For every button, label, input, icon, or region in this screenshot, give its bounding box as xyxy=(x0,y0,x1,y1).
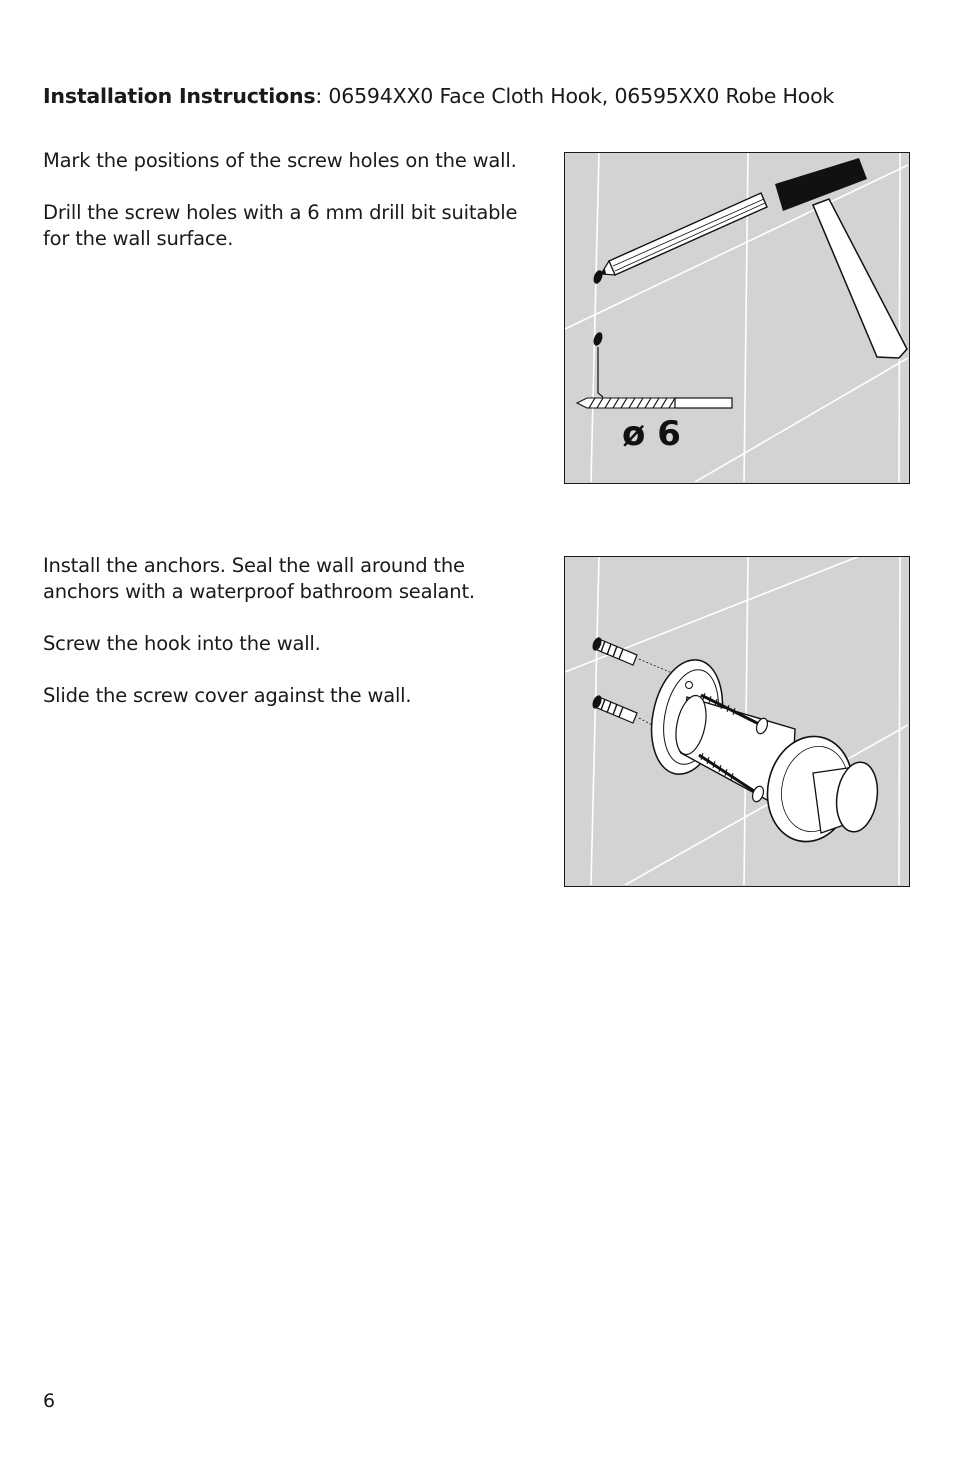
mark-drill-illustration xyxy=(564,152,910,484)
step2-cover-instruction: Slide the screw cover against the wall. xyxy=(43,684,412,707)
header-products: 06594XX0 Face Cloth Hook, 06595XX0 Robe Hook xyxy=(328,84,835,108)
drill-bit-icon xyxy=(577,398,732,408)
pencil-icon xyxy=(601,193,767,275)
drill-diameter-label: ø 6 xyxy=(622,414,681,454)
step2-screw-instruction: Screw the hook into the wall. xyxy=(43,632,321,655)
step2-anchor-line1: Install the anchors. Seal the wall around the xyxy=(43,554,465,577)
drill-leader-line xyxy=(598,347,603,397)
wall-anchor-upper-icon xyxy=(591,636,637,665)
hook-mounting-illustration xyxy=(564,556,910,887)
header-title: Installation Instructions xyxy=(43,84,316,108)
step1-drill-line1: Drill the screw holes with a 6 mm drill bit suitable xyxy=(43,201,518,224)
step1-mark-instruction: Mark the positions of the screw holes on the wall. xyxy=(43,149,517,172)
page-number: 6 xyxy=(43,1390,56,1412)
tile-grout-lines xyxy=(565,153,908,482)
header-separator: : xyxy=(315,84,329,108)
hammer-icon xyxy=(775,158,907,358)
step1-drill-line2: for the wall surface. xyxy=(43,227,234,250)
page-header xyxy=(43,84,834,108)
step2-anchor-line2: anchors with a waterproof bathroom sealant. xyxy=(43,580,475,603)
step1-drill-instruction xyxy=(43,200,523,252)
wall-anchor-lower-icon xyxy=(591,694,637,723)
step2-anchor-instruction xyxy=(43,553,523,605)
